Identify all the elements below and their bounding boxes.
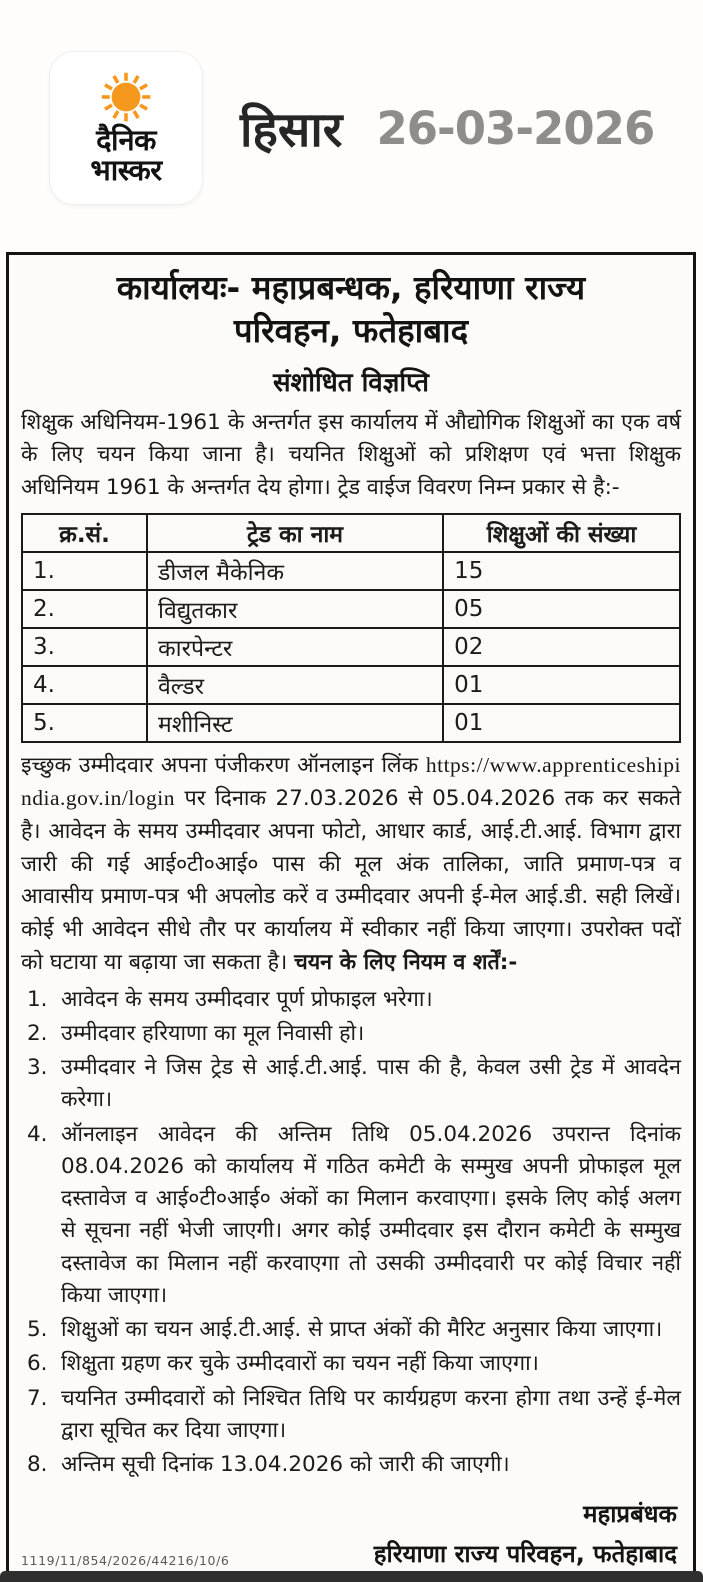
terms-heading: चयन के लिए नियम व शर्तें:- bbox=[294, 949, 518, 975]
logo-text-line1: दैनिक bbox=[96, 123, 156, 158]
term-item bbox=[21, 1348, 681, 1380]
term-item bbox=[21, 1119, 681, 1313]
cell-count: 05 bbox=[443, 590, 680, 628]
body-text-pre: इच्छुक उम्मीदवार अपना पंजीकरण ऑनलाइन लिंक bbox=[21, 752, 426, 778]
terms-list bbox=[21, 984, 681, 1482]
cell-trade: डीजल मैकेनिक bbox=[147, 552, 443, 590]
sun-icon bbox=[99, 70, 153, 124]
intro-paragraph: शिक्षुक अधिनियम-1961 के अन्तर्गत इस कार्यालय में औद्योगिक शिक्षुओं का एक वर्ष के लिए चयन किया जाना है। चयनित शिक्षुओं को प्रशिक्षण एवं भत्ता शिक्षुक अधिनियम 1961 के अन्तर्गत देय होगा। ट्रेड वाईज विवरण निम्न प्रकार से है:- bbox=[21, 409, 681, 501]
notice-box bbox=[6, 252, 696, 1582]
term-item bbox=[21, 1314, 681, 1346]
publication-date: 26-03-2026 bbox=[376, 101, 655, 155]
signature-organization: हरियाणा राज्य परिवहन, फतेहाबाद bbox=[373, 1539, 677, 1568]
term-item bbox=[21, 1383, 681, 1448]
notice-title bbox=[21, 267, 681, 353]
cell-count: 02 bbox=[443, 628, 680, 666]
term-number: 4. bbox=[27, 1121, 48, 1147]
term-item bbox=[21, 1449, 681, 1481]
logo-text bbox=[90, 123, 162, 187]
cell-count: 01 bbox=[443, 666, 680, 704]
table-row bbox=[22, 628, 680, 666]
term-item bbox=[21, 1018, 681, 1050]
cell-trade: मशीनिस्ट bbox=[147, 704, 443, 742]
cell-sno: 1. bbox=[22, 552, 147, 590]
notice-title-line1: कार्यालयः- महाप्रबन्धक, हरियाणा राज्य bbox=[116, 268, 586, 307]
body-text-post: पर दिनाक 27.03.2026 से 05.04.2026 तक कर सकते है। आवेदन के समय उम्मीदवार अपना फोटो, आधार कार्ड, आई.टी.आई. विभाग द्वारा जारी की गई आई०टी०आई० पास की मूल अंक तालिका, जाति प्रमाण-पत्र व आवासीय प्रमाण-पत्र भी अपलोड करें व उम्मीदवार अपनी ई-मेल आई.डी. सही लिखें। कोई भी आवेदन सीधे तौर पर कार्यालय में स्वीकार नहीं किया जाएगा। उपरोक्त पदों को घटाया या बढ़ाया जा सकता है। bbox=[21, 786, 681, 975]
cell-trade: कारपेन्टर bbox=[147, 628, 443, 666]
cell-sno: 5. bbox=[22, 704, 147, 742]
edition-name: हिसार bbox=[240, 101, 343, 158]
header-serial-no: क्र.सं. bbox=[22, 514, 147, 552]
term-text: आवेदन के समय उम्मीदवार पूर्ण प्रोफाइल भरेगा। bbox=[61, 986, 433, 1012]
term-number: 5. bbox=[27, 1317, 48, 1342]
dainik-bhaskar-logo bbox=[50, 52, 202, 204]
term-text: शिक्षुता ग्रहण कर चुके उम्मीदवारों का चयन नहीं किया जाएगा। bbox=[61, 1351, 539, 1377]
signature-block bbox=[374, 1495, 681, 1574]
header-apprentice-count: शिक्षुओं की संख्या bbox=[443, 514, 680, 552]
cell-trade: वैल्डर bbox=[147, 666, 443, 704]
bottom-divider-bar bbox=[0, 1571, 703, 1582]
cell-sno: 4. bbox=[22, 666, 147, 704]
term-text: उम्मीदवार हरियाणा का मूल निवासी हो। bbox=[61, 1020, 365, 1046]
cell-count: 15 bbox=[443, 552, 680, 590]
term-text: शिक्षुओं का चयन आई.टी.आई. से प्राप्त अंकों की मैरिट अनुसार किया जाएगा। bbox=[61, 1317, 663, 1342]
cell-sno: 2. bbox=[22, 590, 147, 628]
term-number: 8. bbox=[27, 1452, 48, 1477]
cell-trade: विद्युतकार bbox=[147, 590, 443, 628]
trades-table bbox=[21, 513, 681, 743]
table-header-row bbox=[22, 514, 680, 552]
term-number: 1. bbox=[27, 986, 48, 1012]
header-trade-name: ट्रेड का नाम bbox=[147, 514, 443, 552]
notice-subtitle: संशोधित विज्ञप्ति bbox=[272, 367, 429, 398]
term-text: उम्मीदवार ने जिस ट्रेड से आई.टी.आई. पास की है, केवल उसी ट्रेड में आवदेन करेगा। bbox=[61, 1055, 681, 1113]
registration-url: https://www.apprenticeshipindia.gov.in/login bbox=[21, 752, 681, 811]
term-item bbox=[21, 1052, 681, 1117]
term-text: चयनित उम्मीदवारों को निश्चित तिथि पर कार्यग्रहण करना होगा तथा उन्हें ई-मेल द्वारा सूचित कर दिया जाएगा। bbox=[61, 1385, 681, 1443]
term-text: ऑनलाइन आवेदन की अन्तिम तिथि 05.04.2026 उपरान्त दिनांक 08.04.2026 को कार्यालय में गठित कमेटी के सम्मुख अपनी प्रोफाइल मूल दस्तावेज व आई०टी०आई० अंकों का मिलान करवाएगा। इसके लिए कोई अलग से सूचना नहीं भेजी जाएगी। अगर कोई उम्मीदवार इस दौरान कमेटी के सम्मुख दस्तावेज का मिलान नहीं करवाएगा तो उसकी उम्मीदवारी पर कोई विचार नहीं किया जाएगा। bbox=[61, 1121, 681, 1308]
table-row bbox=[22, 590, 680, 628]
table-row bbox=[22, 666, 680, 704]
signature-designation: महाप्रबंधक bbox=[583, 1500, 677, 1529]
notice-title-line2: परिवहन, फतेहाबाद bbox=[233, 310, 469, 350]
cell-count: 01 bbox=[443, 704, 680, 742]
term-number: 6. bbox=[27, 1351, 48, 1377]
masthead bbox=[0, 0, 703, 204]
cell-sno: 3. bbox=[22, 628, 147, 666]
body-paragraph bbox=[21, 749, 681, 980]
term-item bbox=[21, 984, 681, 1016]
term-number: 3. bbox=[27, 1055, 48, 1080]
reference-number: 1119/11/854/2026/44216/10/6 bbox=[21, 1553, 230, 1569]
term-text: अन्तिम सूची दिनांक 13.04.2026 को जारी की जाएगी। bbox=[61, 1452, 510, 1477]
notice-footer bbox=[21, 1495, 681, 1574]
table-row bbox=[22, 552, 680, 590]
term-number: 2. bbox=[27, 1020, 48, 1046]
table-row bbox=[22, 704, 680, 742]
term-number: 7. bbox=[27, 1385, 48, 1411]
logo-text-line2: भास्कर bbox=[90, 153, 162, 187]
